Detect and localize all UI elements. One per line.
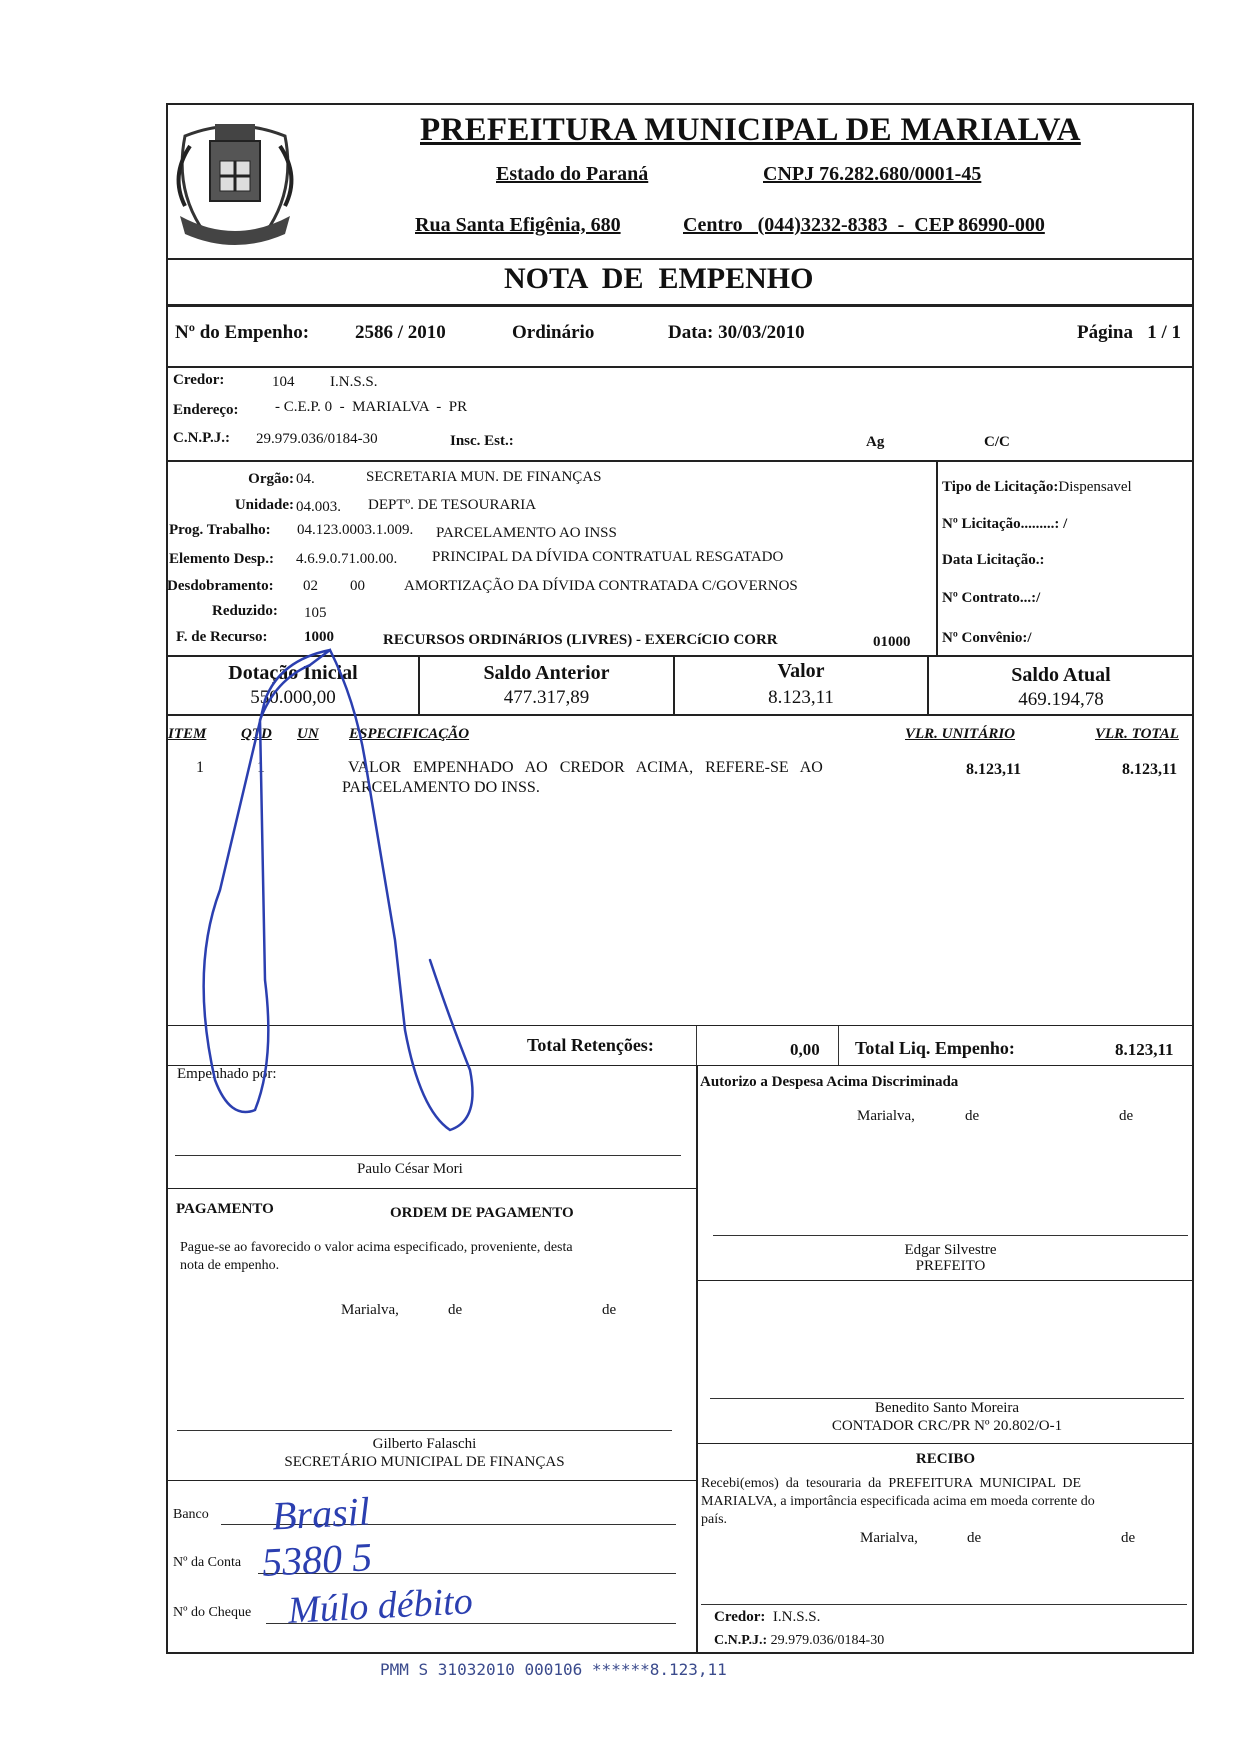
element-code: 4.6.9.0.71.00.00. <box>296 551 398 567</box>
contract-number: Nº Contrato...:/ <box>942 590 1041 606</box>
previous-balance-label: Saldo Anterior <box>483 662 610 684</box>
divider <box>166 655 1194 657</box>
initial-allocation-label: Dotação Inicial <box>228 662 358 684</box>
divider <box>696 1026 697 1066</box>
creditor-address: - C.E.P. 0 - MARIALVA - PR <box>275 399 468 415</box>
unidade-label: Unidade: <box>234 497 294 513</box>
amount-value: 8.123,11 <box>768 687 834 708</box>
payment-de-1: de <box>448 1302 463 1318</box>
signature-line <box>713 1235 1188 1236</box>
divider <box>166 258 1194 260</box>
contact-header: Centro (044)3232-8383 - CEP 86990-000 <box>683 214 1045 236</box>
finance-secretary-name: Gilberto Falaschi <box>372 1436 477 1452</box>
qty-column-header: QTD <box>241 726 272 742</box>
orgao-name: SECRETARIA MUN. DE FINANÇAS <box>366 469 602 485</box>
unit-price-column-header: VLR. UNITÁRIO <box>905 726 1016 742</box>
orgao-label: Orgão: <box>248 471 294 487</box>
bank-handwritten: Brasil <box>270 1488 371 1539</box>
divider <box>166 1480 697 1481</box>
creditor-code: 104 <box>272 374 295 390</box>
total-withholdings-label: Total Retenções: <box>527 1035 654 1055</box>
coat-of-arms-logo <box>165 106 305 256</box>
authentication-stamp: PMM S 31032010 000106 ******8.123,11 <box>380 1660 727 1679</box>
divider <box>838 1026 839 1066</box>
unidade-code: 04.003. <box>296 499 341 515</box>
item-description-line1: VALOR EMPENHADO AO CREDOR ACIMA, REFERE-SE AO <box>348 759 823 776</box>
cnpj-header: CNPJ 76.282.680/0001-45 <box>763 163 982 185</box>
divider <box>166 1188 697 1189</box>
agreement-number: Nº Convênio:/ <box>942 630 1032 646</box>
description-column-header: ESPECIFICAÇÃO <box>349 726 470 742</box>
item-number: 1 <box>196 759 204 776</box>
bank-label: Banco <box>173 1507 209 1522</box>
receipt-city: Marialva, <box>860 1530 918 1546</box>
net-total-label: Total Liq. Empenho: <box>855 1038 1015 1058</box>
check-number-label: Nº do Cheque <box>173 1605 252 1620</box>
signature-line <box>701 1604 1187 1605</box>
state-name: Estado do Paraná <box>496 163 649 185</box>
current-balance-label: Saldo Atual <box>1011 664 1111 686</box>
agency-label: Ag <box>866 434 885 450</box>
unit-column-header: UN <box>297 726 319 742</box>
element-name: PRINCIPAL DA DÍVIDA CONTRATUAL RESGATADO <box>432 549 784 565</box>
resource-label: F. de Recurso: <box>176 629 268 645</box>
reduced-label: Reduzido: <box>212 603 278 619</box>
divider <box>697 1443 1194 1444</box>
resource-name: RECURSOS ORDINáRIOS (LIVRES) - EXERCíCIO CORR <box>383 632 778 648</box>
receipt-title: RECIBO <box>915 1451 976 1467</box>
item-column-header: ITEM <box>168 726 207 742</box>
item-unit-price: 8.123,11 <box>966 761 1022 778</box>
mayor-title: PREFEITO <box>915 1258 986 1274</box>
orgao-code: 04. <box>296 471 315 487</box>
creditor-cnpj: 29.979.036/0184-30 <box>256 431 378 447</box>
current-balance-value: 469.194,78 <box>1018 689 1104 710</box>
reduced-code: 105 <box>304 605 327 621</box>
signature-line <box>177 1430 672 1431</box>
table-row <box>166 756 1194 816</box>
address-header: Rua Santa Efigênia, 680 <box>415 214 621 236</box>
unidade-name: DEPTº. DE TESOURARIA <box>368 497 537 513</box>
payment-text-line1: Pague-se ao favorecido o valor acima especificado, proveniente, desta <box>180 1240 573 1255</box>
receipt-de-1: de <box>967 1530 982 1546</box>
item-total-price: 8.123,11 <box>1122 761 1178 778</box>
authorization-city: Marialva, <box>857 1108 915 1124</box>
receipt-de-2: de <box>1121 1530 1136 1546</box>
receipt-creditor: Credor: I.N.S.S. <box>714 1609 821 1625</box>
receipt-cnpj: C.N.P.J.: 29.979.036/0184-30 <box>714 1633 885 1648</box>
divider <box>166 1025 1194 1026</box>
payment-order-title: ORDEM DE PAGAMENTO <box>390 1205 574 1221</box>
payment-city: Marialva, <box>341 1302 399 1318</box>
accountant-title: CONTADOR CRC/PR Nº 20.802/O-1 <box>831 1418 1063 1434</box>
creditor-label: Credor: <box>173 372 225 388</box>
payment-de-2: de <box>602 1302 617 1318</box>
previous-balance-value: 477.317,89 <box>503 687 590 708</box>
divider <box>166 714 1194 716</box>
bid-date: Data Licitação.: <box>942 552 1045 568</box>
element-label: Elemento Desp.: <box>169 551 274 567</box>
signature-line <box>175 1155 681 1156</box>
divider <box>166 304 1194 307</box>
resource-code: 1000 <box>304 629 334 645</box>
total-withholdings-value: 0,00 <box>790 1040 820 1059</box>
divider <box>697 1280 1194 1281</box>
item-qty: 1 <box>257 759 265 776</box>
divider <box>696 1066 698 1653</box>
mayor-name: Edgar Silvestre <box>904 1242 997 1258</box>
municipality-title: PREFEITURA MUNICIPAL DE MARIALVA <box>420 112 1081 148</box>
payment-title: PAGAMENTO <box>176 1201 274 1217</box>
authorization-de-2: de <box>1119 1108 1134 1124</box>
divider <box>166 366 1194 368</box>
account-number-label: Nº da Conta <box>173 1555 242 1570</box>
program-label: Prog. Trabalho: <box>169 522 271 538</box>
receipt-text-line3: país. <box>701 1512 728 1527</box>
breakdown-code-a: 02 <box>303 578 318 594</box>
receipt-text-line2: MARIALVA, a importância especificada acima em moeda corrente do <box>701 1494 1095 1509</box>
state-registration-label: Insc. Est.: <box>450 433 514 449</box>
divider <box>936 461 938 656</box>
resource-number: 01000 <box>873 634 911 650</box>
empenho-number: 2586 / 2010 <box>355 322 446 343</box>
document-title: NOTA DE EMPENHO <box>504 262 814 295</box>
account-label: C/C <box>984 434 1010 450</box>
breakdown-code-b: 00 <box>350 578 365 594</box>
creditor-name: I.N.S.S. <box>330 374 378 390</box>
divider <box>166 460 1194 462</box>
address-label: Endereço: <box>173 402 239 418</box>
payment-text-line2: nota de empenho. <box>180 1258 280 1273</box>
program-name: PARCELAMENTO AO INSS <box>436 525 617 541</box>
committed-by-signer: Paulo César Mori <box>357 1161 463 1177</box>
divider <box>166 1065 1194 1066</box>
initial-allocation-value: 550.000,00 <box>250 687 336 708</box>
signature-line <box>710 1398 1184 1399</box>
finance-secretary-title: SECRETÁRIO MUNICIPAL DE FINANÇAS <box>284 1454 565 1470</box>
authorization-title: Autorizo a Despesa Acima Discriminada <box>700 1074 959 1090</box>
bid-number: Nº Licitação.........: / <box>942 516 1068 532</box>
authorization-de-1: de <box>965 1108 980 1124</box>
empenho-date: Data: 30/03/2010 <box>668 322 805 343</box>
total-price-column-header: VLR. TOTAL <box>1095 726 1179 742</box>
breakdown-name: AMORTIZAÇÃO DA DÍVIDA CONTRATADA C/GOVERNOS <box>404 578 798 594</box>
page-number: Página 1 / 1 <box>1077 322 1181 343</box>
committed-by-label: Empenhado por: <box>177 1066 277 1082</box>
accountant-name: Benedito Santo Moreira <box>874 1400 1020 1416</box>
breakdown-label: Desdobramento: <box>167 578 274 594</box>
program-code: 04.123.0003.1.009. <box>297 522 414 538</box>
check-handwritten: Múlo débito <box>287 1580 474 1632</box>
empenho-number-label: Nº do Empenho: <box>175 322 310 343</box>
empenho-type: Ordinário <box>512 322 595 343</box>
amount-label: Valor <box>777 660 825 682</box>
creditor-cnpj-label: C.N.P.J.: <box>173 430 230 446</box>
receipt-text-line1: Recebi(emos) da tesouraria da PREFEITURA MUNICIPAL DE <box>701 1476 1082 1491</box>
bid-type: Tipo de Licitação:Dispensavel <box>942 479 1132 495</box>
net-total-value: 8.123,11 <box>1115 1040 1174 1059</box>
item-description-line2: PARCELAMENTO DO INSS. <box>342 779 540 796</box>
account-handwritten: 5380 5 <box>260 1534 374 1585</box>
